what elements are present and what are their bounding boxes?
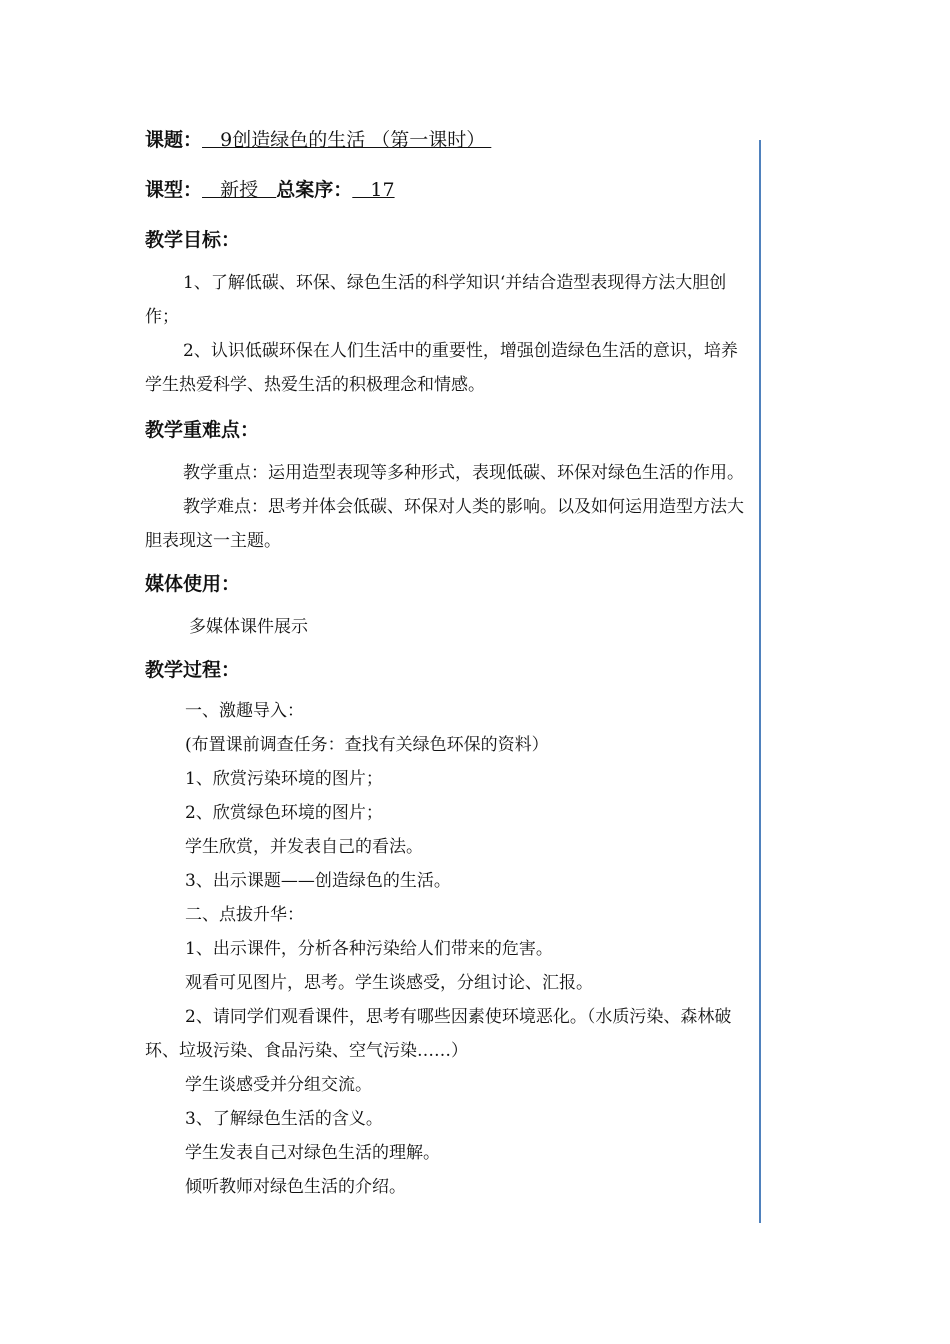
process-line: 2、请同学们观看课件，思考有哪些因素使环境恶化。（水质污染、森林破环、垃圾污染、食品污染、空气污染……）: [145, 1007, 732, 1061]
process-line: 1、欣赏污染环境的图片；: [185, 769, 383, 789]
process-line: 1、出示课件，分析各种污染给人们带来的危害。: [185, 939, 553, 959]
key-point-item: 教学重点：运用造型表现等多种形式，表现低碳、环保对绿色生活的作用。: [183, 463, 744, 483]
media-heading: 媒体使用：: [145, 573, 241, 595]
lesson-plan: [145, 124, 750, 1204]
process-line: 二、点拔升华：: [185, 905, 304, 925]
type-label: 课型：: [145, 179, 203, 201]
topic-value: 9创造绿色的生活 （第一课时）: [202, 129, 492, 151]
process-line: 学生谈感受并分组交流。: [185, 1075, 372, 1095]
process-line: 一、激趣导入：: [185, 701, 304, 721]
process-line: 学生发表自己对绿色生活的理解。: [185, 1143, 440, 1163]
process-line: 3、了解绿色生活的含义。: [185, 1109, 383, 1129]
topic-row: [145, 124, 750, 156]
media-text: 多媒体课件展示: [189, 617, 308, 637]
process-line: 2、欣赏绿色环境的图片；: [185, 803, 383, 823]
topic-label: 课题：: [145, 129, 203, 151]
margin-line: [759, 140, 761, 1223]
objective-item: 1、了解低碳、环保、绿色生活的科学知识‘并结合造型表现得方法大胆创作；: [145, 273, 727, 327]
process-line: 倾听教师对绿色生活的介绍。: [185, 1177, 406, 1197]
objectives-heading: 教学目标：: [145, 229, 241, 251]
sequence-value: 17: [352, 179, 395, 201]
process-line: (布置课前调查任务：查找有关绿色环保的资料）: [185, 735, 549, 755]
objective-item: 2、认识低碳环保在人们生活中的重要性，增强创造绿色生活的意识，培养学生热爱科学、热爱生活的积极理念和情感。: [145, 341, 738, 395]
type-row: [145, 174, 750, 206]
key-points-heading: 教学重难点：: [145, 419, 260, 441]
process-line: 学生欣赏，并发表自己的看法。: [185, 837, 423, 857]
sequence-label: 总案序：: [276, 179, 353, 201]
process-heading: 教学过程：: [145, 659, 241, 681]
process-line: 观看可见图片，思考。学生谈感受，分组讨论、汇报。: [185, 973, 593, 993]
type-value: 新授: [202, 179, 277, 201]
process-line: 3、出示课题——创造绿色的生活。: [185, 871, 451, 891]
difficult-point-item: 教学难点：思考并体会低碳、环保对人类的影响。以及如何运用造型方法大胆表现这一主题。: [145, 497, 744, 551]
